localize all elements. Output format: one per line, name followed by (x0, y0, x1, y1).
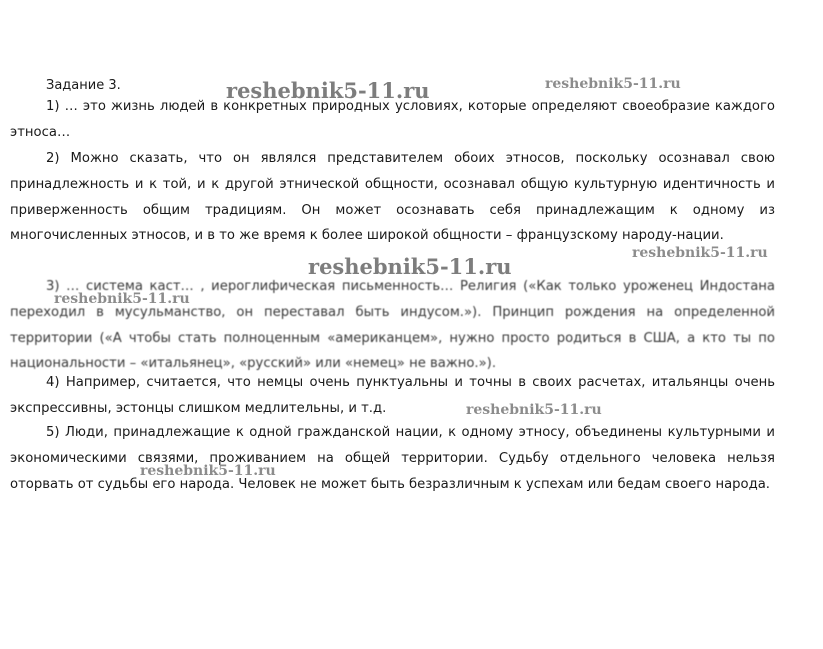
watermark-large: reshebnik5-11.ru (308, 254, 512, 279)
answer-paragraph-3: 3) … система каст… , иероглифическая письменность… Религия («Как только уроженец Индостана переходил в мусульманство, он переставал быть индусом.»). Принцип рождения на определенной территории («А чтобы стать полноценным «американцем», нужно просто родиться в США, а кто ты по национальности – «итальянец», «русский» или «немец» не важно.»). (10, 279, 775, 372)
watermark-small: reshebnik5-11.ru (54, 291, 190, 307)
watermark-small: reshebnik5-11.ru (466, 402, 602, 418)
answer-paragraph-4: 4) Например, считается, что немцы очень пунктуальны и точны в своих расчетах, итальянцы очень экспрессивны, эстонцы слишком медлительны, и т.д. (10, 375, 775, 416)
answer-paragraph-1: 1) … это жизнь людей в конкретных природных условиях, которые определяют своеобразие каждого этноса… (10, 99, 775, 140)
watermark-small: reshebnik5-11.ru (140, 463, 276, 479)
watermark-small: reshebnik5-11.ru (545, 76, 681, 92)
task-heading: Задание 3. (46, 78, 121, 93)
watermark-small: reshebnik5-11.ru (632, 245, 768, 261)
answer-paragraph-5: 5) Люди, принадлежащие к одной гражданской нации, к одному этносу, объединены культурными и экономическими связями, проживанием на общей территории. Судьбу отдельного человека нельзя оторвать от судьбы его народа. Человек не может быть безразличным к успехам или бедам своего народа. (10, 425, 775, 492)
answer-paragraph-2: 2) Можно сказать, что он являлся представителем обоих этносов, поскольку осознавал свою принадлежность и к той, и к другой этнической общности, осознавал общую культурную идентичность и приверженность общим традициям. Он может осознавать себя принадлежащим к одному из многочисленных этносов, и в то же время к более широкой общности – французскому народу-нации. (10, 151, 775, 244)
watermark-large: reshebnik5-11.ru (226, 78, 430, 103)
